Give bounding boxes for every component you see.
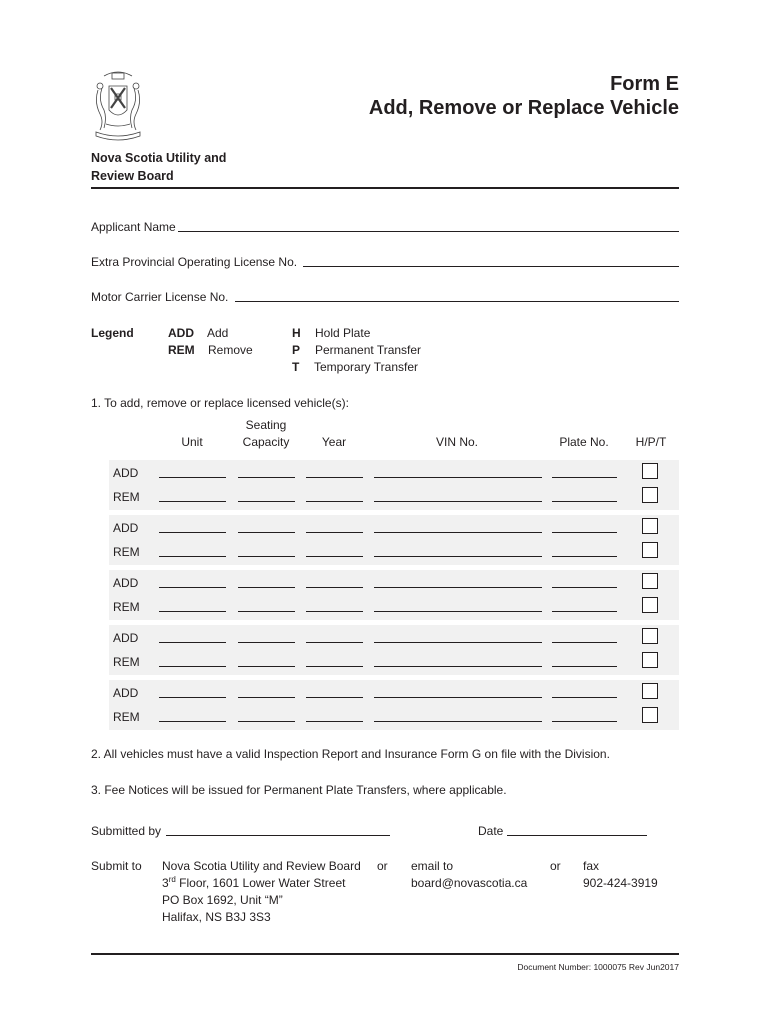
- unit-field[interactable]: [159, 642, 226, 643]
- extra-provincial-label: Extra Provincial Operating License No.: [91, 255, 298, 269]
- motor-carrier-field[interactable]: [235, 301, 679, 302]
- vin-field[interactable]: [374, 556, 542, 557]
- submitted-by-label: Submitted by: [91, 824, 162, 838]
- row-label: ADD: [113, 631, 139, 645]
- row-label: ADD: [113, 576, 139, 590]
- year-field[interactable]: [306, 611, 363, 612]
- vin-field[interactable]: [374, 721, 542, 722]
- motor-carrier-label: Motor Carrier License No.: [91, 290, 229, 304]
- applicant-name-label: Applicant Name: [91, 220, 176, 234]
- plate-field[interactable]: [552, 697, 617, 698]
- legend-title: Legend: [91, 326, 134, 340]
- year-field[interactable]: [306, 477, 363, 478]
- email-value[interactable]: board@novascotia.ca: [411, 876, 528, 890]
- row-band-5: [109, 680, 679, 730]
- hpt-checkbox[interactable]: [642, 487, 658, 503]
- year-field[interactable]: [306, 721, 363, 722]
- legend-add-code: ADD: [168, 326, 194, 340]
- document-number: Document Number: 1000075 Rev Jun2017: [517, 962, 679, 972]
- unit-field[interactable]: [159, 697, 226, 698]
- note-3: 3. Fee Notices will be issued for Permanent Plate Transfers, where applicable.: [91, 783, 507, 797]
- org-name-line2: Review Board: [91, 169, 174, 183]
- legend-h-desc: Hold Plate: [315, 326, 371, 340]
- seating-field[interactable]: [238, 587, 295, 588]
- row-band-1: [109, 460, 679, 510]
- legend-p-code: P: [292, 343, 301, 357]
- email-label: email to: [411, 859, 454, 873]
- form-code: Form E: [610, 73, 679, 95]
- hpt-checkbox[interactable]: [642, 707, 658, 723]
- legend-t-desc: Temporary Transfer: [314, 360, 419, 374]
- row-label: REM: [113, 490, 140, 504]
- row-band-4: [109, 625, 679, 675]
- row-label: ADD: [113, 466, 139, 480]
- vin-field[interactable]: [374, 666, 542, 667]
- plate-field[interactable]: [552, 587, 617, 588]
- vin-field[interactable]: [374, 697, 542, 698]
- fax-value: 902-424-3919: [583, 876, 658, 890]
- year-field[interactable]: [306, 532, 363, 533]
- plate-field[interactable]: [552, 556, 617, 557]
- plate-field[interactable]: [552, 477, 617, 478]
- plate-field[interactable]: [552, 642, 617, 643]
- legend-rem-code: REM: [168, 343, 195, 357]
- unit-field[interactable]: [159, 721, 226, 722]
- hpt-checkbox[interactable]: [642, 652, 658, 668]
- section1-heading: 1. To add, remove or replace licensed vehicle(s):: [91, 396, 349, 410]
- address-line-4: Halifax, NS B3J 3S3: [162, 910, 271, 924]
- row-label: REM: [113, 545, 140, 559]
- seating-field[interactable]: [238, 477, 295, 478]
- hpt-checkbox[interactable]: [642, 518, 658, 534]
- hpt-checkbox[interactable]: [642, 683, 658, 699]
- hpt-checkbox[interactable]: [642, 542, 658, 558]
- year-field[interactable]: [306, 587, 363, 588]
- address-line-2: 3rd Floor, 1601 Lower Water Street: [162, 875, 346, 890]
- unit-field[interactable]: [159, 587, 226, 588]
- year-field[interactable]: [306, 556, 363, 557]
- legend-add-desc: Add: [207, 326, 229, 340]
- vin-field[interactable]: [374, 501, 542, 502]
- legend-rem-desc: Remove: [208, 343, 253, 357]
- seating-field[interactable]: [238, 501, 295, 502]
- submitted-by-field[interactable]: [166, 835, 390, 836]
- seating-field[interactable]: [238, 611, 295, 612]
- or-separator-1: or: [377, 859, 388, 873]
- plate-field[interactable]: [552, 532, 617, 533]
- footer-divider: [91, 953, 679, 955]
- row-label: REM: [113, 600, 140, 614]
- date-label: Date: [478, 824, 504, 838]
- row-label: ADD: [113, 686, 139, 700]
- form-title: Add, Remove or Replace Vehicle: [368, 97, 679, 119]
- vin-field[interactable]: [374, 587, 542, 588]
- or-separator-2: or: [550, 859, 561, 873]
- col-unit-header: Unit: [181, 435, 203, 449]
- seating-field[interactable]: [238, 642, 295, 643]
- unit-field[interactable]: [159, 501, 226, 502]
- unit-field[interactable]: [159, 666, 226, 667]
- submit-to-label: Submit to: [91, 859, 142, 873]
- plate-field[interactable]: [552, 666, 617, 667]
- year-field[interactable]: [306, 501, 363, 502]
- row-label: REM: [113, 655, 140, 669]
- year-field[interactable]: [306, 666, 363, 667]
- col-vin-header: VIN No.: [435, 435, 478, 449]
- plate-field[interactable]: [552, 721, 617, 722]
- seating-field[interactable]: [238, 532, 295, 533]
- col-plate-header: Plate No.: [559, 435, 609, 449]
- unit-field[interactable]: [159, 477, 226, 478]
- seating-field[interactable]: [238, 721, 295, 722]
- coat-of-arms-icon: [90, 70, 146, 144]
- vin-field[interactable]: [374, 477, 542, 478]
- seating-field[interactable]: [238, 697, 295, 698]
- hpt-checkbox[interactable]: [642, 463, 658, 479]
- unit-field[interactable]: [159, 611, 226, 612]
- seating-field[interactable]: [238, 556, 295, 557]
- fax-label: fax: [583, 859, 600, 873]
- col-year-header: Year: [321, 435, 347, 449]
- header-divider: [91, 187, 679, 189]
- extra-provincial-field[interactable]: [303, 266, 679, 267]
- year-field[interactable]: [306, 642, 363, 643]
- hpt-checkbox[interactable]: [642, 628, 658, 644]
- hpt-checkbox[interactable]: [642, 597, 658, 613]
- vin-field[interactable]: [374, 532, 542, 533]
- vin-field[interactable]: [374, 642, 542, 643]
- legend-t-code: T: [292, 360, 300, 374]
- legend-h-code: H: [292, 326, 301, 340]
- unit-field[interactable]: [159, 556, 226, 557]
- address-line-1: Nova Scotia Utility and Review Board: [162, 859, 361, 873]
- row-label: REM: [113, 710, 140, 724]
- row-band-2: [109, 515, 679, 565]
- col-seating-header-1: Seating: [245, 418, 287, 432]
- col-seating-header-2: Capacity: [242, 435, 290, 449]
- applicant-name-field[interactable]: [178, 231, 679, 232]
- vin-field[interactable]: [374, 611, 542, 612]
- row-label: ADD: [113, 521, 139, 535]
- legend-p-desc: Permanent Transfer: [315, 343, 422, 357]
- note-2: 2. All vehicles must have a valid Inspection Report and Insurance Form G on file with the Division.: [91, 747, 610, 761]
- hpt-checkbox[interactable]: [642, 573, 658, 589]
- plate-field[interactable]: [552, 611, 617, 612]
- seating-field[interactable]: [238, 666, 295, 667]
- row-band-3: [109, 570, 679, 620]
- date-field[interactable]: [507, 835, 647, 836]
- plate-field[interactable]: [552, 501, 617, 502]
- address-line-3: PO Box 1692, Unit “M”: [162, 893, 283, 907]
- org-name-line1: Nova Scotia Utility and: [91, 151, 227, 165]
- year-field[interactable]: [306, 697, 363, 698]
- col-hpt-header: H/P/T: [635, 435, 667, 449]
- unit-field[interactable]: [159, 532, 226, 533]
